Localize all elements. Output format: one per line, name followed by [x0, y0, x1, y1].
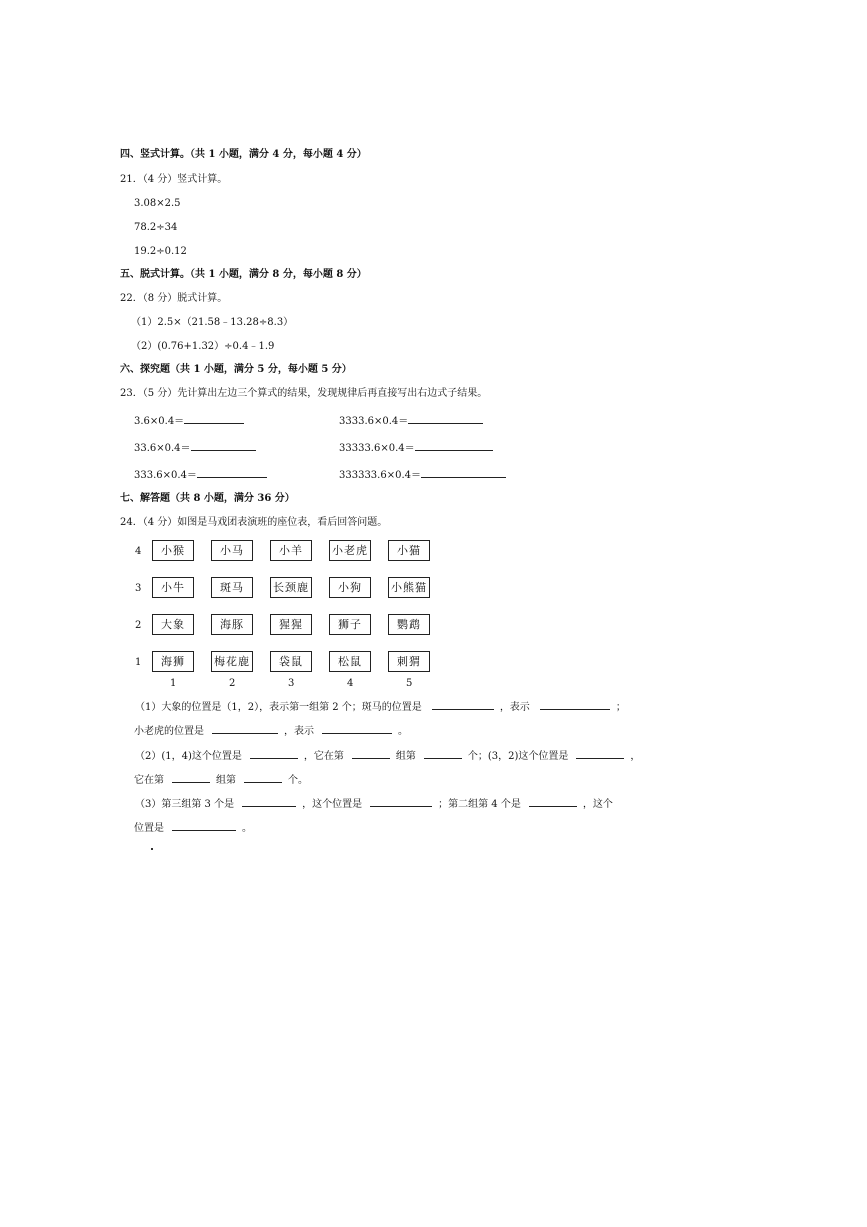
vertical-calc-item-2: 78.2÷34 [134, 222, 178, 233]
q3-text-b: ，这个位置是 [302, 799, 363, 810]
sub-question-3-line-1 [135, 796, 613, 811]
answer-blank[interactable] [242, 796, 296, 807]
q2-text-h: 个。 [288, 775, 308, 786]
stepwise-calc-item-1: （1）2.5×（21.58﹣13.28÷8.3） [131, 317, 294, 328]
answer-blank[interactable] [576, 748, 624, 759]
seat-cell: 长颈鹿 [270, 577, 312, 598]
row-label: 4 [135, 546, 142, 557]
q1-text-f: 。 [398, 726, 408, 737]
pattern-right-1-expr: 3333.6×0.4＝ [339, 416, 409, 427]
pattern-right-3 [339, 467, 506, 482]
question-22: 22．（8 分）脱式计算。 [120, 293, 228, 304]
seat-cell: 海狮 [152, 651, 194, 672]
seat-cell: 小羊 [270, 540, 312, 561]
seat-cell: 猩猩 [270, 614, 312, 635]
answer-blank[interactable] [540, 699, 610, 710]
answer-blank[interactable] [184, 413, 244, 424]
q3-text-f: 。 [242, 823, 252, 834]
answer-blank[interactable] [250, 748, 298, 759]
seat-cell: 梅花鹿 [211, 651, 253, 672]
pattern-left-1 [134, 413, 244, 428]
q2-text-c: 组第 [395, 751, 416, 762]
column-label: 2 [229, 678, 236, 689]
answer-blank[interactable] [408, 413, 483, 424]
question-23: 23．（5 分）先计算出左边三个算式的结果，发现规律后再直接写出右边式子结果。 [120, 388, 488, 399]
answer-blank[interactable] [529, 796, 577, 807]
section-5-title: 五、脱式计算。（共 1 小题，满分 8 分，每小题 8 分） [120, 269, 367, 280]
q3-text-a: （3）第三组第 3 个是 [135, 799, 235, 810]
seat-cell: 松鼠 [329, 651, 371, 672]
seat-cell: 小熊猫 [388, 577, 430, 598]
q1-text-a: （1）大象的位置是（1，2），表示第一组第 2 个；斑马的位置是 [135, 702, 422, 713]
answer-blank[interactable] [370, 796, 432, 807]
pattern-right-2-expr: 33333.6×0.4＝ [339, 443, 415, 454]
row-label: 3 [135, 583, 142, 594]
answer-blank[interactable] [352, 748, 390, 759]
vertical-calc-item-3: 19.2÷0.12 [134, 246, 187, 257]
vertical-calc-item-1: 3.08×2.5 [134, 198, 181, 209]
question-21: 21．（4 分）竖式计算。 [120, 174, 228, 185]
answer-blank[interactable] [424, 748, 462, 759]
sub-question-1-line-1 [135, 699, 626, 714]
stray-dot [151, 848, 153, 850]
q1-text-e: ，表示 [284, 726, 314, 737]
seat-cell: 鹦鹉 [388, 614, 430, 635]
answer-blank[interactable] [197, 467, 267, 478]
q2-text-a: （2）(1，4)这个位置是 [135, 751, 242, 762]
seat-cell: 小狗 [329, 577, 371, 598]
q2-text-b: ，它在第 [303, 751, 344, 762]
row-label: 2 [135, 620, 142, 631]
q1-text-c: ； [615, 702, 626, 713]
sub-question-1-line-2 [134, 723, 408, 738]
answer-blank[interactable] [421, 467, 506, 478]
q2-text-e: ， [630, 751, 641, 762]
seat-cell: 刺猬 [388, 651, 430, 672]
q3-text-c: ；第二组第 4 个是 [438, 799, 521, 810]
q3-text-e: 位置是 [134, 823, 164, 834]
question-24: 24．（4 分）如图是马戏团表演班的座位表，看后回答问题。 [120, 517, 388, 528]
section-6-title: 六、探究题（共 1 小题，满分 5 分，每小题 5 分） [120, 364, 352, 375]
answer-blank[interactable] [244, 772, 282, 783]
row-label: 1 [135, 657, 142, 668]
seat-cell: 小猴 [152, 540, 194, 561]
q1-text-d: 小老虎的位置是 [134, 726, 204, 737]
q2-text-d: 个；(3，2)这个位置是 [467, 751, 569, 762]
seat-cell: 小老虎 [329, 540, 371, 561]
answer-blank[interactable] [191, 440, 256, 451]
column-label: 3 [288, 678, 295, 689]
seat-cell: 袋鼠 [270, 651, 312, 672]
section-4-title: 四、竖式计算。（共 1 小题，满分 4 分，每小题 4 分） [120, 149, 367, 160]
pattern-left-2-expr: 33.6×0.4＝ [134, 443, 191, 454]
column-label: 1 [170, 678, 177, 689]
answer-blank[interactable] [212, 723, 278, 734]
pattern-right-3-expr: 333333.6×0.4＝ [339, 470, 421, 481]
column-label: 4 [347, 678, 354, 689]
pattern-left-1-expr: 3.6×0.4＝ [134, 416, 185, 427]
seat-cell: 小马 [211, 540, 253, 561]
pattern-right-2 [339, 440, 493, 455]
pattern-left-3-expr: 333.6×0.4＝ [134, 470, 197, 481]
section-7-title: 七、解答题（共 8 小题，满分 36 分） [120, 493, 295, 504]
answer-blank[interactable] [432, 699, 494, 710]
pattern-left-3 [134, 467, 267, 482]
q1-text-b: ，表示 [499, 702, 530, 713]
seat-cell: 小牛 [152, 577, 194, 598]
answer-blank[interactable] [415, 440, 493, 451]
stepwise-calc-item-2: （2）(0.76+1.32）÷0.4﹣1.9 [131, 341, 275, 352]
answer-blank[interactable] [172, 772, 210, 783]
column-label: 5 [406, 678, 413, 689]
sub-question-2-line-1 [135, 748, 640, 763]
q2-text-g: 组第 [216, 775, 236, 786]
sub-question-2-line-2 [134, 772, 308, 787]
answer-blank[interactable] [172, 820, 236, 831]
sub-question-3-line-2 [134, 820, 252, 835]
q2-text-f: 它在第 [134, 775, 164, 786]
seat-cell: 斑马 [211, 577, 253, 598]
seat-cell: 狮子 [329, 614, 371, 635]
seat-cell: 小猫 [388, 540, 430, 561]
seat-cell: 海豚 [211, 614, 253, 635]
seat-cell: 大象 [152, 614, 194, 635]
pattern-left-2 [134, 440, 256, 455]
q3-text-d: ，这个 [582, 799, 613, 810]
answer-blank[interactable] [322, 723, 392, 734]
pattern-right-1 [339, 413, 483, 428]
